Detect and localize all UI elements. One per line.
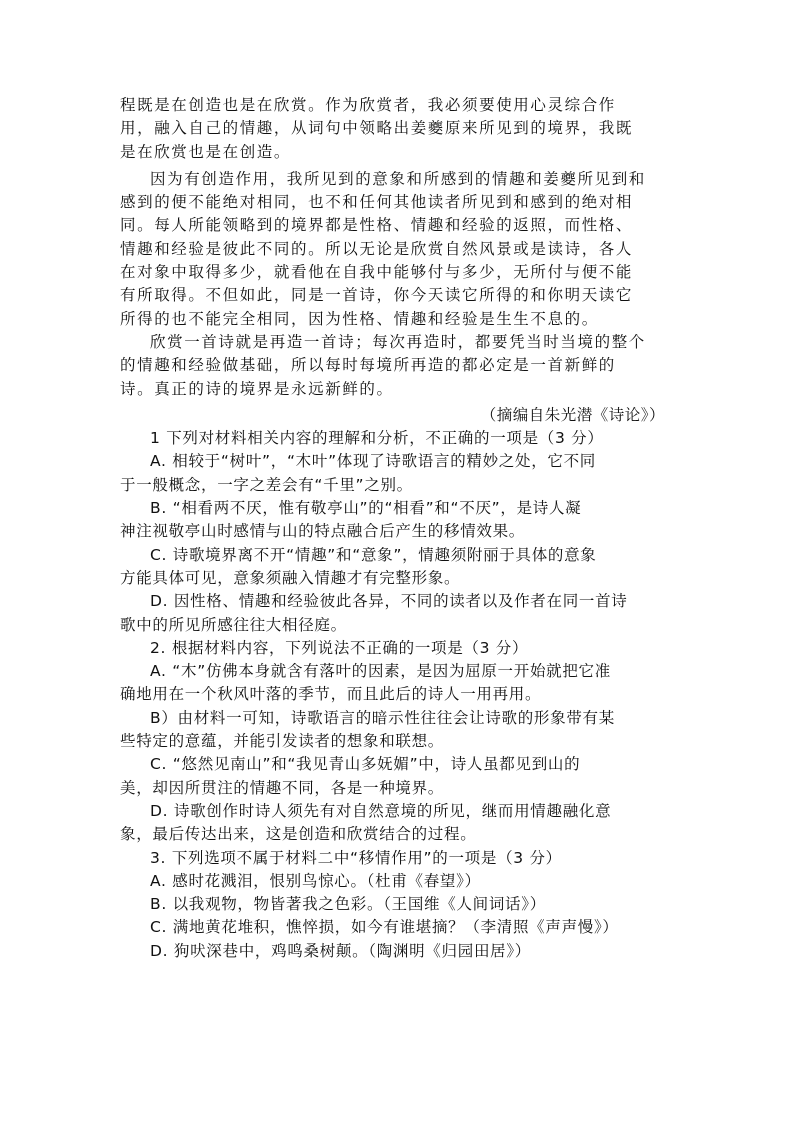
option-c (120, 544, 675, 591)
text-line: 感到的便不能绝对相同，也不和任何其他读者所见到和感到的绝对相 (120, 193, 634, 212)
option-c (120, 753, 675, 800)
option-line: 些特定的意蕴，并能引发读者的想象和联想。 (120, 732, 445, 751)
option-b (120, 497, 675, 544)
option-c: C. 满地黄花堆积，憔悴损，如今有谁堪摘？（李清照《声声慢》） (150, 918, 619, 937)
option-a: A. 感时花溅泪，恨别鸟惊心。（杜甫《春望》） (150, 871, 481, 890)
text-line: 用，融入自己的情趣，从词句中领略出姜夔原来所见到的境界，我既 (120, 119, 634, 138)
option-line: 美，却因所贯注的情趣不同，各是一种境界。 (120, 778, 445, 797)
option-line: C. “悠然见南山”和“我见青山多妩媚”中，诗人虽都见到山的 (150, 755, 581, 774)
text-line: 是在欣赏也是在创造。 (120, 142, 292, 161)
text-line: 有所取得。不但如此，同是一首诗，你今天读它所得的和你明天读它 (120, 286, 634, 305)
option-line: D. 因性格、情趣和经验彼此各异，不同的读者以及作者在同一首诗 (150, 592, 628, 611)
question-3 (120, 847, 675, 963)
text-line: 因为有创造作用，我所见到的意象和所感到的情趣和姜夔所见到和 (150, 169, 646, 188)
question-2 (120, 637, 675, 847)
option-d (120, 800, 675, 847)
question-stem: 3. 下列选项不属于材料二中“移情作用”的一项是（3 分） (150, 848, 562, 867)
question-1 (120, 427, 675, 637)
option-line: 歌中的所见所感往往大相径庭。 (120, 615, 347, 634)
text-line: 所得的也不能完全相同，因为性格、情趣和经验是生生不息的。 (120, 309, 599, 328)
text-line: 情趣和经验是彼此不同的。所以无论是欣赏自然风景或是读诗，各人 (120, 239, 634, 258)
option-line: 方能具体可见，意象须融入情趣才有完整形象。 (120, 568, 461, 587)
text-line: 程既是在创造也是在欣赏。作为欣赏者，我必须要使用心灵综合作 (120, 96, 616, 114)
option-line: 象，最后传达出来，这是创造和欣赏结合的过程。 (120, 825, 477, 844)
option-line: B）由材料一可知，诗歌语言的暗示性往往会让诗歌的形象带有某 (150, 708, 615, 727)
passage-paragraph-3 (120, 331, 675, 401)
option-d (120, 590, 675, 637)
option-line: 确地用在一个秋风叶落的季节，而且此后的诗人一用再用。 (120, 685, 542, 704)
passage-paragraph-2 (120, 168, 675, 331)
passage-source: （摘编自朱光潜《诗论》） (480, 405, 665, 424)
text-line: 在对象中取得多少，就看他在自我中能够付与多少，无所付与便不能 (120, 263, 634, 282)
option-line: C. 诗歌境界离不开“情趣”和“意象”，情趣须附丽于具体的意象 (150, 545, 597, 564)
question-stem: 2. 根据材料内容，下列说法不正确的一项是（3 分） (150, 638, 529, 657)
option-line: A. “木”仿佛本身就含有落叶的因素，是因为屈原一开始就把它准 (150, 662, 611, 681)
option-a (120, 450, 675, 497)
option-b: B. 以我观物，物皆著我之色彩。（王国维《人间词话》） (150, 895, 546, 914)
text-line: 的情趣和经验做基础，所以每时每境所再造的都必定是一首新鲜的 (120, 356, 616, 375)
option-d: D. 狗吠深巷中，鸡鸣桑树颠。（陶渊明《归园田居》） (150, 941, 531, 960)
passage-paragraph-1 (120, 94, 675, 164)
option-a (120, 660, 675, 707)
text-line: 欣赏一首诗就是再造一首诗；每次再造时，都要凭当时当境的整个 (150, 332, 646, 351)
document-content (120, 94, 675, 963)
option-line: 于一般概念，一字之差会有“千里”之别。 (120, 475, 413, 494)
option-b (120, 707, 675, 754)
question-stem: 1 下列对材料相关内容的理解和分析，不正确的一项是（3 分） (150, 429, 604, 448)
option-line: B. “相看两不厌，惟有敬亭山”的“相看”和“不厌”，是诗人凝 (150, 499, 582, 518)
text-line: 同。每人所能领略到的境界都是性格、情趣和经验的返照，而性格、 (120, 216, 634, 235)
option-line: D. 诗歌创作时诗人须先有对自然意境的所见，继而用情趣融化意 (150, 801, 612, 820)
text-line: 诗。真正的诗的境界是永远新鲜的。 (120, 379, 394, 398)
option-line: 神注视敬亭山时感情与山的特点融合后产生的移情效果。 (120, 522, 526, 541)
option-line: A. 相较于“树叶”，“木叶”体现了诗歌语言的精妙之处，它不同 (150, 452, 597, 471)
